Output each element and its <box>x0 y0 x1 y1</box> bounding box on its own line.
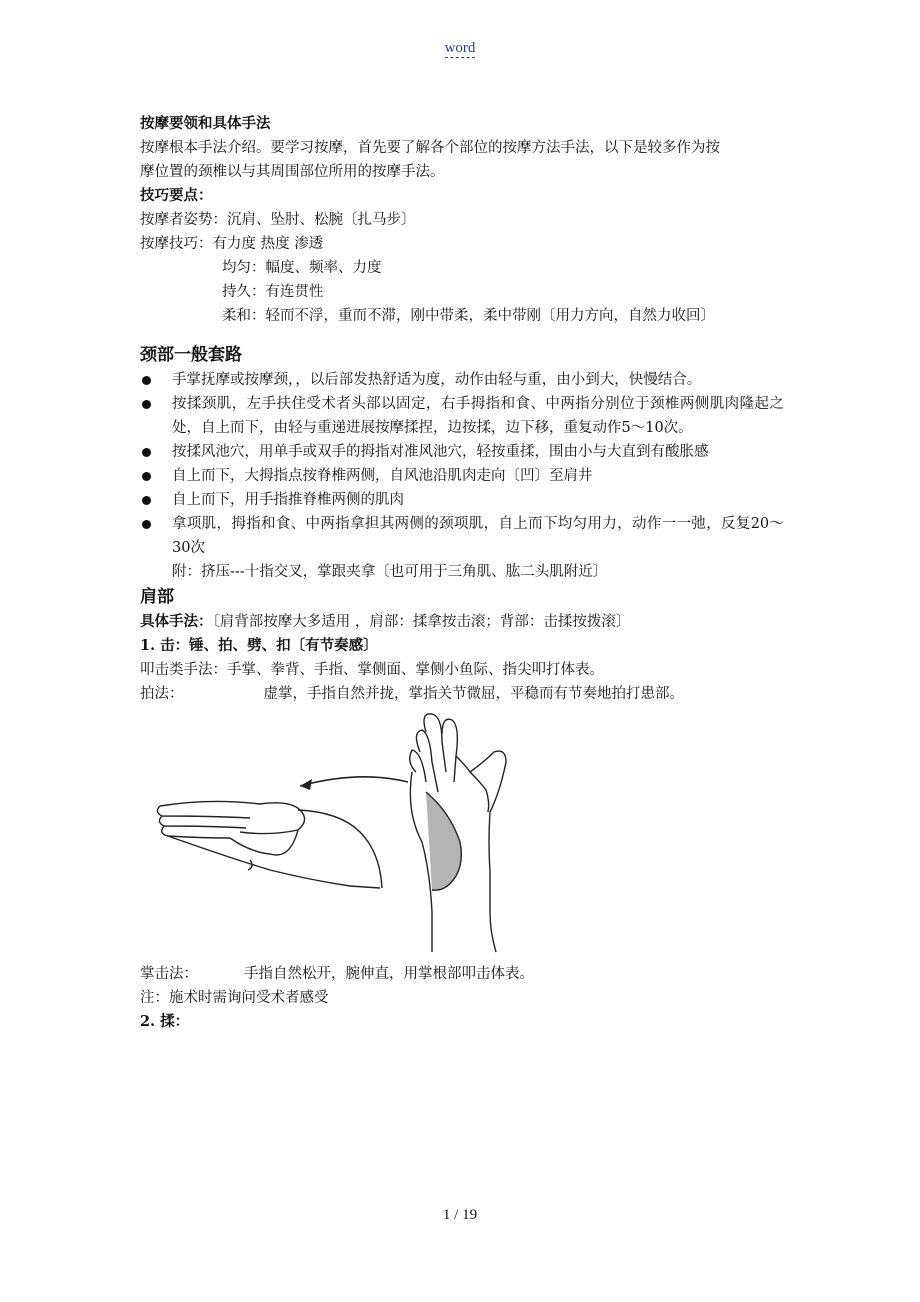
page-header <box>0 40 920 57</box>
spacer <box>140 328 782 342</box>
bullet-text: 自上而下，大拇指点按脊椎两侧，自风池沿肌肉走向〔凹〕至肩井 <box>172 468 593 484</box>
palm-text: 手指自然松开，腕伸直，用掌根部叩击体表。 <box>244 966 534 982</box>
list-item <box>140 440 782 464</box>
intro-line-1: 按摩根本手法介绍。要学习按摩，首先要了解各个部位的按摩方法手法，以下是较多作为按 <box>140 140 720 156</box>
palm-label: 掌击法： <box>140 966 198 982</box>
bullet-text: 按揉颈肌，左手扶住受术者头部以固定，右手拇指和食、中两指分别位于颈椎两侧肌肉隆起之处，自上而下，由轻与重递进展按摩揉捏，边按揉，边下移，重复动作5～10次。 <box>172 396 784 436</box>
list-item <box>140 368 782 392</box>
section-title: 按摩要领和具体手法 <box>140 115 271 132</box>
list-item <box>140 464 782 488</box>
hand-illustration <box>140 712 782 960</box>
page-number: 1 / 19 <box>442 1207 478 1223</box>
cupped-hand-icon <box>410 714 506 952</box>
bullet-icon <box>142 448 151 457</box>
tips-heading: 技巧要点： <box>140 187 213 204</box>
palm-strike-line <box>140 962 782 986</box>
neck-heading: 颈部一般套路 <box>140 345 242 365</box>
methods-text: 〔肩背部按摩大多适用 ，肩部：揉拿按击滚；背部：击揉按拨滚〕 <box>212 614 631 630</box>
list-item <box>140 512 782 560</box>
motion-arrow <box>300 777 408 786</box>
pat-line <box>140 682 782 706</box>
methods-label: 具体手法： <box>140 613 213 630</box>
pat-label: 拍法： <box>140 686 184 702</box>
list-item <box>140 392 782 440</box>
list-item <box>140 488 782 512</box>
posture-line: 按摩者姿势：沉肩、坠肘、松腕〔扎马步〕 <box>140 212 416 228</box>
knead-heading: 2. 揉： <box>140 1013 190 1030</box>
neck-bullet-list <box>140 368 782 584</box>
intro-line-2: 摩位置的颈椎以与其周围部位所用的按摩手法。 <box>140 164 445 180</box>
bullet-text: 拿项肌，拇指和食、中两指拿担其两侧的颈项肌，自上而下均匀用力，动作一一弛，反复20～30次 <box>172 516 784 556</box>
bullet-icon <box>142 376 151 385</box>
bullet-icon <box>142 400 151 409</box>
flat-hand-icon <box>157 801 382 888</box>
technique-line: 按摩技巧：有力度 热度 渗透 <box>140 236 324 252</box>
strike-types: 叩击类手法：手掌、拳背、手指、掌侧面、掌侧小鱼际、指尖叩打体表。 <box>140 662 604 678</box>
lasting-line: 持久：有连贯性 <box>222 284 324 300</box>
bullet-icon <box>142 472 151 481</box>
attach-text: 附：挤压---十指交叉，掌跟夹拿〔也可用于三角肌、肱二头肌附近〕 <box>172 564 608 580</box>
note-line: 注：施术时需询问受术者感受 <box>140 990 329 1006</box>
bullet-text: 手掌抚摩或按摩颈，，以后部发热舒适为度，动作由轻与重，由小到大，快慢结合。 <box>172 372 702 388</box>
shoulder-heading: 肩部 <box>140 587 174 607</box>
bullet-icon <box>142 496 151 505</box>
arrow-head-icon <box>300 779 312 790</box>
patting-hands-figure <box>150 712 550 958</box>
header-link[interactable]: word <box>444 40 476 56</box>
even-line: 均匀：幅度、频率、力度 <box>222 260 382 276</box>
strike-heading: 1. 击：锤、拍、劈、扣〔有节奏感〕 <box>140 637 378 654</box>
bullet-text: 自上而下，用手指推脊椎两侧的肌肉 <box>172 492 404 508</box>
attach-note <box>140 560 782 584</box>
bullet-text: 按揉风池穴，用单手或双手的拇指对准风池穴，轻按重揉，围由小与大直到有酸胀感 <box>172 444 709 460</box>
bullet-icon <box>142 520 151 529</box>
pat-text: 虚掌，手指自然并拢，掌指关节微屈，平稳而有节奏地拍打患部。 <box>263 686 684 702</box>
soft-line: 柔和：轻而不浮，重而不滞，刚中带柔，柔中带刚〔用力方向，自然力收回〕 <box>222 308 715 324</box>
methods-line <box>140 610 782 634</box>
page-content <box>140 112 782 1034</box>
